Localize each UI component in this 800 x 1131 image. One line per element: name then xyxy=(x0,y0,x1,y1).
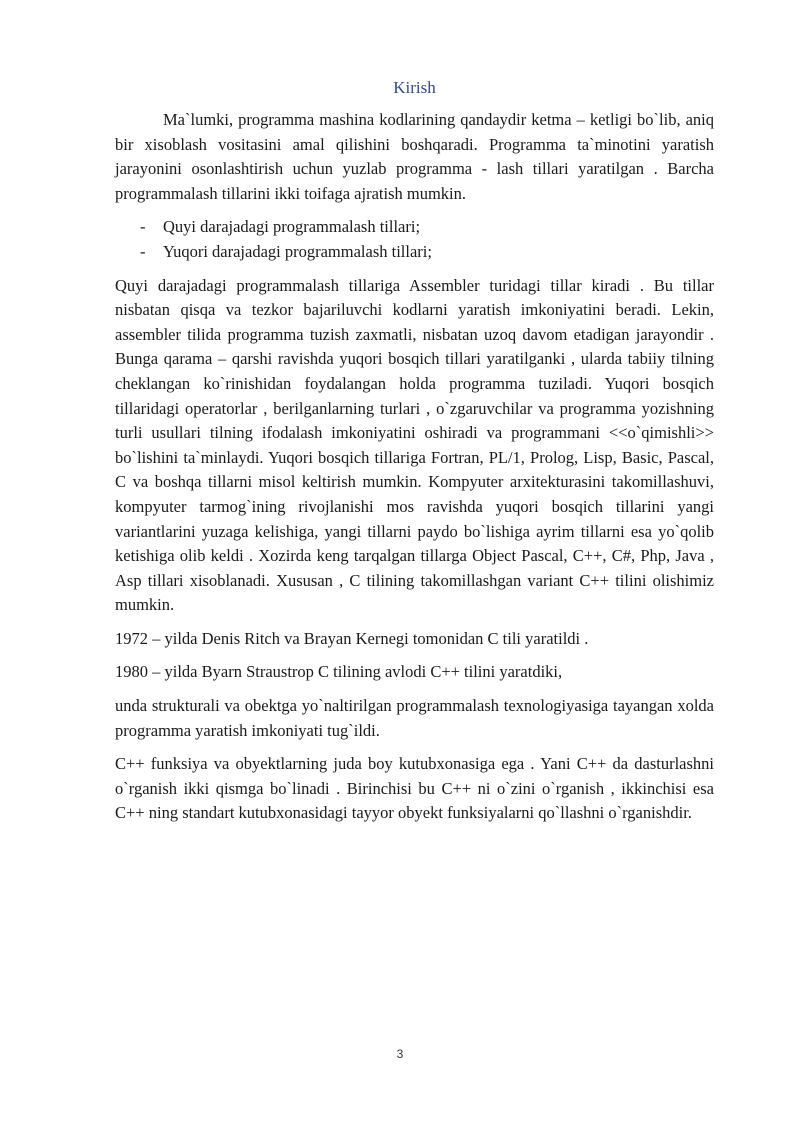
history-line-c: 1972 – yilda Denis Ritch va Brayan Kernegi tomonidan C tili yaratildi . xyxy=(115,628,589,648)
list-item-text: Quyi darajadagi programmalash tillari; xyxy=(163,217,421,237)
list-item xyxy=(115,215,714,240)
list-item xyxy=(115,240,714,265)
document-page xyxy=(115,76,714,826)
history-line-cpp: 1980 – yilda Byarn Straustrop C tilining avlodi C++ tilini yaratdiki, xyxy=(115,662,563,682)
closing-paragraph: C++ funksiya va obyektlarning juda boy kutubxonasiga ega . Yani C++ da dasturlashni o`rganish ikki qismga bo`linadi . Birinchisi bu C++ ni o`zini o`rganish , ikkinchisi esa C++ ning standart kutubxonasidagi tayyor obyekt funksiyalarni qo`llashni o`rganishdir. xyxy=(115,754,714,823)
list-dash: - xyxy=(140,241,146,261)
list-dash: - xyxy=(140,217,146,237)
list-item-text: Yuqori darajadagi programmalash tillari; xyxy=(163,241,432,261)
intro-paragraph: Ma`lumki, programma mashina kodlarining qandaydir ketma – ketligi bo`lib, aniq bir xisoblash vositasini amal qilishini boshqaradi. Programma ta`minotini yaratish jarayonini osonlashtirish uchun yuzlab programma - lash tillari yaratilgan . Barcha programmalash tillarini ikki toifaga ajratish mumkin. xyxy=(115,110,714,203)
language-levels-list xyxy=(115,215,714,264)
page-number: 3 xyxy=(396,1047,404,1061)
history-continuation: unda strukturali va obektga yo`naltirilgan programmalash texnologiyasiga tayangan xolda programma yaratish imkoniyati tug`ildi. xyxy=(115,696,714,740)
section-title: Kirish xyxy=(393,78,436,97)
body-paragraph: Quyi darajadagi programmalash tillariga Assembler turidagi tillar kiradi . Bu tillar nisbatan qisqa va tezkor bajariluvchi kodlarni yaratish imkoniyatini beradi. Lekin, assembler tilida programma tuzish zaxmatli, nisbatan uzoq davom etadigan jarayondir . Bunga qarama – qarshi ravishda yuqori bosqich tillari yaratilganki , ularda tabiiy tilning cheklangan ko`rinishidan foydalangan holda programma tuziladi. Yuqori bosqich tillaridagi operatorlar , berilganlarning turlari , o`zgaruvchilar va programma yozishning turli usullari tilning ifodalash imkoniyatini oshiradi va programmani <<o`qimishli>> bo`lishini ta`minlaydi. Yuqori bosqich tillariga Fortran, PL/1, Prolog, Lisp, Basic, Pascal, C va boshqa tillarni misol keltirish mumkin. Kompyuter arxitekturasini takomillashuvi, kompyuter tarmog`ining rivojlanishi mos ravishda yuqori bosqich tillarini yangi variantlarini yuzaga kelishiga, yangi tillarni paydo bo`lishiga ayrim tillarni esa yo`qolib ketishiga olib keldi . Xozirda keng tarqalgan tillarga Object Pascal, C++, C#, Php, Java , Asp tillari xisoblanadi. Xususan , C tilining takomillashgan variant C++ tilini olishimiz mumkin. xyxy=(115,275,714,615)
